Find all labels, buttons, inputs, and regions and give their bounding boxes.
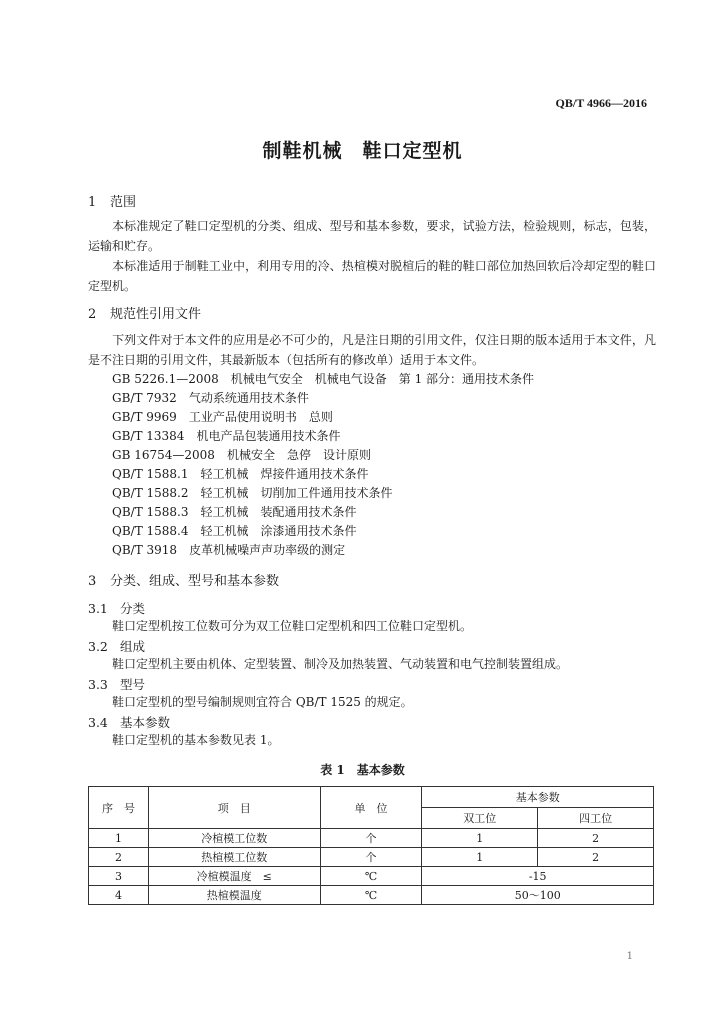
reference-title: 轻工机械 切削加工件通用技术条件 xyxy=(200,486,393,500)
header-four-station: 四工位 xyxy=(538,808,654,829)
reference-item xyxy=(112,503,357,522)
reference-item xyxy=(112,427,340,446)
reference-item xyxy=(112,484,393,503)
reference-code: QB/T 1588.1 xyxy=(112,467,189,481)
section-2-heading xyxy=(88,303,201,322)
reference-item xyxy=(112,370,534,389)
reference-title: 轻工机械 装配通用技术条件 xyxy=(200,505,357,519)
subsection-title: 分类 xyxy=(120,601,146,616)
reference-code: QB/T 1588.2 xyxy=(112,486,189,500)
header-item: 项 目 xyxy=(148,787,320,829)
cell-unit: ℃ xyxy=(320,886,422,905)
cell-unit: 个 xyxy=(320,829,422,848)
subsection-3-1-text: 鞋口定型机按工位数可分为双工位鞋口定型机和四工位鞋口定型机。 xyxy=(112,619,473,633)
subsection-number: 3.4 xyxy=(88,715,108,730)
cell-item: 热楦模工位数 xyxy=(148,848,320,867)
paragraph-text: 下列文件对于本文件的应用是必不可少的，凡是注日期的引用文件，仅注日期的版本适用于本文件，凡是不注日期的引用文件，其最新版本（包括所有的修改单）适用于本文件。 xyxy=(88,333,656,367)
section-title: 规范性引用文件 xyxy=(110,307,202,322)
section-1-paragraph-1 xyxy=(88,216,656,256)
section-1-heading xyxy=(88,191,136,210)
cell-value: 50～100 xyxy=(422,886,654,905)
reference-title: 皮革机械噪声声功率级的测定 xyxy=(189,543,346,557)
reference-code: GB 16754—2008 xyxy=(112,448,215,462)
subsection-number: 3.1 xyxy=(88,601,108,616)
cell-unit: 个 xyxy=(320,848,422,867)
cell-no: 4 xyxy=(89,886,149,905)
header-double-station: 双工位 xyxy=(422,808,538,829)
subsection-3-3-text: 鞋口定型机的型号编制规则宜符合 QB/T 1525 的规定。 xyxy=(112,695,413,709)
paragraph-text: 本标准适用于制鞋工业中，利用专用的冷、热楦模对脱楦后的鞋的鞋口部位加热回软后冷却定型的鞋口定型机。 xyxy=(88,259,656,293)
subsection-3-3-heading xyxy=(88,675,145,693)
header-unit: 单 位 xyxy=(320,787,422,829)
section-number: 1 xyxy=(88,195,97,210)
table-row xyxy=(89,829,654,848)
cell-value: 2 xyxy=(538,848,654,867)
reference-title: 气动系统通用技术条件 xyxy=(188,391,309,405)
paragraph-text: 本标准规定了鞋口定型机的分类、组成、型号和基本参数，要求，试验方法，检验规则，标志，包装，运输和贮存。 xyxy=(88,219,656,253)
cell-item: 冷楦模温度 ≤ xyxy=(148,867,320,886)
reference-item xyxy=(112,408,333,427)
subsection-title: 组成 xyxy=(120,639,146,654)
section-3-heading xyxy=(88,570,279,589)
cell-item: 热楦模温度 xyxy=(148,886,320,905)
reference-title: 轻工机械 焊接件通用技术条件 xyxy=(200,467,369,481)
reference-code: GB/T 9969 xyxy=(112,410,177,424)
subsection-number: 3.2 xyxy=(88,639,108,654)
document-title: 制鞋机械 鞋口定型机 xyxy=(262,140,463,162)
page-number: 1 xyxy=(626,951,633,962)
subsection-3-1-heading xyxy=(88,599,145,617)
cell-item: 冷楦模工位数 xyxy=(148,829,320,848)
reference-item xyxy=(112,522,357,541)
basic-parameters-table xyxy=(88,786,654,905)
cell-value: 1 xyxy=(422,848,538,867)
reference-code: QB/T 3918 xyxy=(112,543,178,557)
reference-title: 工业产品使用说明书 总则 xyxy=(188,410,333,424)
table-row xyxy=(89,867,654,886)
reference-title: 轻工机械 涂漆通用技术条件 xyxy=(200,524,357,538)
section-number: 3 xyxy=(88,574,97,589)
reference-code: QB/T 1588.4 xyxy=(112,524,189,538)
section-2-paragraph xyxy=(88,330,656,370)
reference-item xyxy=(112,465,369,484)
reference-code: GB/T 7932 xyxy=(112,391,177,405)
reference-code: QB/T 1588.3 xyxy=(112,505,189,519)
reference-title: 机电产品包装通用技术条件 xyxy=(196,429,341,443)
table-row xyxy=(89,886,654,905)
header-group: 基本参数 xyxy=(422,787,654,808)
subsection-3-4-heading xyxy=(88,713,170,731)
cell-unit: ℃ xyxy=(320,867,422,886)
subsection-number: 3.3 xyxy=(88,677,108,692)
table-caption: 表 1 基本参数 xyxy=(320,763,405,777)
table-row xyxy=(89,848,654,867)
cell-value: 1 xyxy=(422,829,538,848)
reference-item xyxy=(112,446,371,465)
section-title: 分类、组成、型号和基本参数 xyxy=(110,574,280,589)
reference-code: GB/T 13384 xyxy=(112,429,185,443)
subsection-3-2-heading xyxy=(88,637,145,655)
subsection-3-2-text: 鞋口定型机主要由机体、定型装置、制冷及加热装置、气动装置和电气控制装置组成。 xyxy=(112,657,569,671)
reference-item xyxy=(112,389,309,408)
cell-value: 2 xyxy=(538,829,654,848)
cell-no: 3 xyxy=(89,867,149,886)
reference-title: 机械电气安全 机械电气设备 第 1 部分：通用技术条件 xyxy=(230,372,535,386)
section-title: 范围 xyxy=(110,195,137,210)
reference-title: 机械安全 急停 设计原则 xyxy=(226,448,371,462)
section-number: 2 xyxy=(88,307,97,322)
subsection-3-4-text: 鞋口定型机的基本参数见表 1。 xyxy=(112,733,280,747)
cell-no: 1 xyxy=(89,829,149,848)
section-1-paragraph-2 xyxy=(88,256,656,296)
reference-item xyxy=(112,541,345,560)
standard-number: QB/T 4966—2016 xyxy=(555,96,647,110)
subsection-title: 基本参数 xyxy=(120,715,171,730)
subsection-title: 型号 xyxy=(120,677,146,692)
cell-value: -15 xyxy=(422,867,654,886)
reference-code: GB 5226.1—2008 xyxy=(112,372,219,386)
header-no: 序 号 xyxy=(89,787,149,829)
cell-no: 2 xyxy=(89,848,149,867)
